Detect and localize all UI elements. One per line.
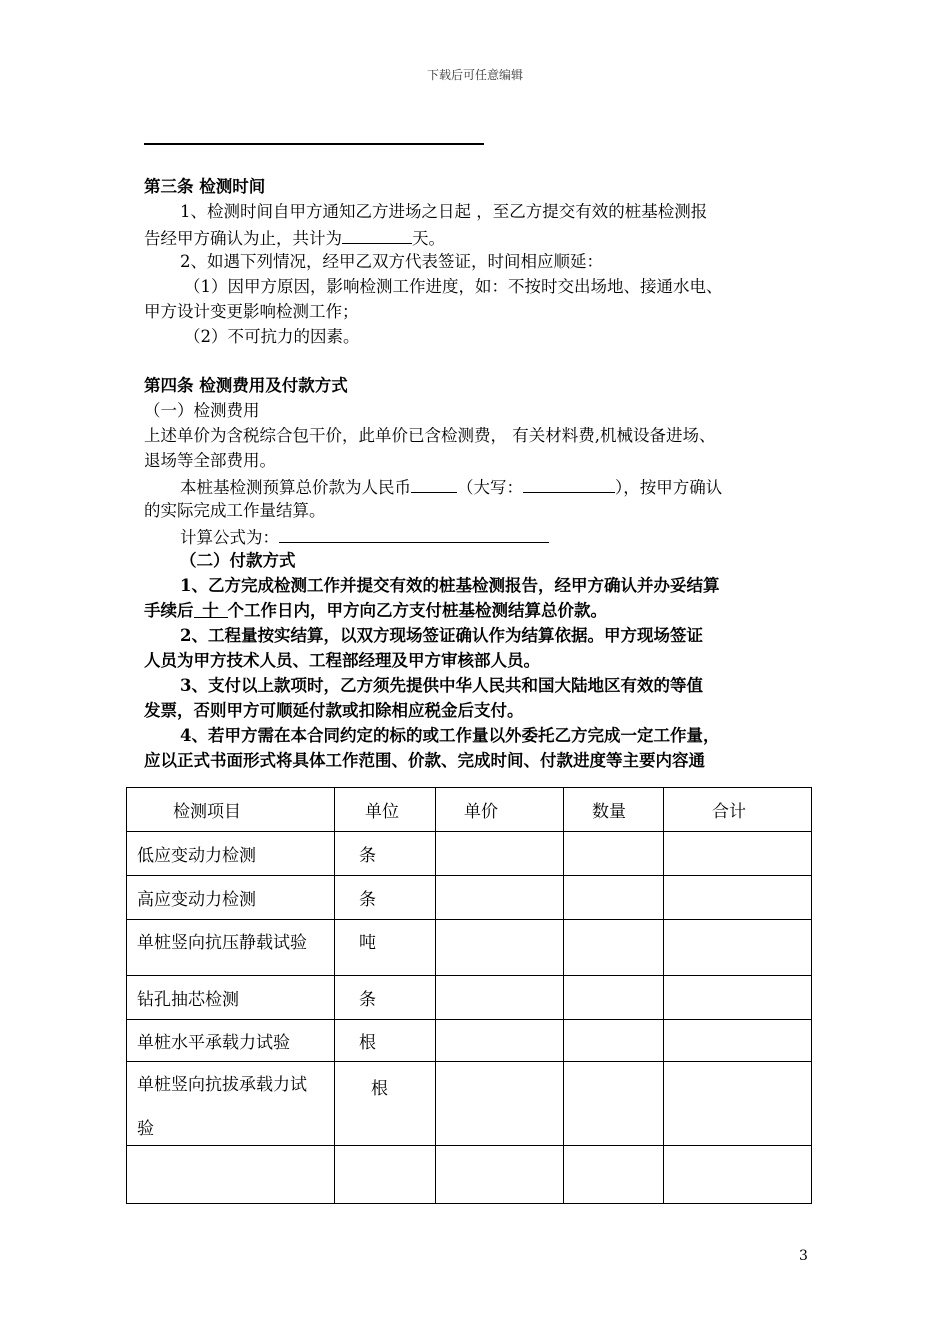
cell-qty[interactable]	[564, 876, 664, 920]
article-3-item-1: （1）因甲方原因，影响检测工作进度，如：不按时交出场地、接通水电、	[184, 277, 723, 296]
cell-qty[interactable]	[564, 920, 664, 976]
cell-price[interactable]	[436, 920, 564, 976]
amount-blank[interactable]	[411, 474, 457, 493]
section-payment-title: （二）付款方式	[180, 551, 296, 570]
cell-item: 单桩竖向抗压静载试验	[127, 920, 335, 976]
header-item: 检测项目	[127, 788, 335, 832]
test-items-table	[126, 787, 812, 1204]
cell-price[interactable]	[436, 876, 564, 920]
formula-line: 计算公式为：	[144, 524, 860, 550]
cell-price[interactable]	[436, 1020, 564, 1062]
page-header: 下载后可任意编辑	[426, 68, 523, 82]
article-3-para-1-cont: 告经甲方确认为止，共计为 天。	[144, 225, 824, 251]
cell-total[interactable]	[664, 1062, 812, 1146]
page-number: 3	[799, 1248, 808, 1264]
workdays-value: 十	[194, 599, 228, 618]
payment-clause-3-cont: 发票，否则甲方可顺延付款或扣除相应税金后支付。	[144, 701, 524, 720]
article-3-para-1: 1、检测时间自甲方通知乙方进场之日起 ，至乙方提交有效的桩基检测报	[180, 202, 708, 221]
table-row	[127, 832, 812, 876]
cell-unit: 条	[335, 876, 436, 920]
cell-unit: 根	[335, 1020, 436, 1062]
payment-clause-1-cont: 手续后 十 个工作日内，甲方向乙方支付桩基检测结算总价款。	[144, 601, 607, 620]
cell-qty[interactable]	[564, 976, 664, 1020]
cell-unit: 根	[335, 1062, 436, 1146]
payment-clause-3: 3、支付以上款项时，乙方须先提供中华人民共和国大陆地区有效的等值	[180, 676, 703, 695]
cell-item: 低应变动力检测	[127, 832, 335, 876]
cell-unit[interactable]	[335, 1146, 436, 1204]
payment-clause-4: 4、若甲方需在本合同约定的标的或工作量以外委托乙方完成一定工作量，	[180, 726, 720, 745]
article-3-para-2: 2、如遇下列情况，经甲乙双方代表签证，时间相应顺延：	[180, 252, 603, 271]
article-4-title: 第四条 检测费用及付款方式	[144, 376, 348, 395]
cell-price[interactable]	[436, 1062, 564, 1146]
table-row	[127, 920, 812, 976]
cell-qty[interactable]	[564, 1146, 664, 1204]
article-3-item-2: （2）不可抗力的因素。	[184, 327, 360, 346]
days-blank[interactable]	[342, 225, 412, 244]
table-row	[127, 1020, 812, 1062]
article-3-title: 第三条 检测时间	[144, 177, 266, 196]
payment-clause-2: 2、工程量按实结算，以双方现场签证确认作为结算依据。甲方现场签证	[180, 626, 703, 645]
header-unit: 单位	[335, 788, 436, 832]
table-row	[127, 1146, 812, 1204]
fee-total-line-cont: 的实际完成工作量结算。	[144, 501, 326, 520]
cell-total[interactable]	[664, 1146, 812, 1204]
cell-item[interactable]	[127, 1146, 335, 1204]
fee-line-1: 上述单价为含税综合包干价，此单价已含检测费， 有关材料费,机械设备进场、	[144, 426, 716, 445]
cell-total[interactable]	[664, 976, 812, 1020]
section-fee-title: （一）检测费用	[144, 401, 260, 420]
payment-clause-1: 1、乙方完成检测工作并提交有效的桩基检测报告，经甲方确认并办妥结算	[180, 576, 720, 595]
amount-words-blank[interactable]	[523, 474, 615, 493]
cell-unit: 条	[335, 976, 436, 1020]
cell-price[interactable]	[436, 1146, 564, 1204]
header-total: 合计	[664, 788, 812, 832]
cell-total[interactable]	[664, 876, 812, 920]
signature-line	[144, 143, 484, 145]
formula-blank[interactable]	[279, 524, 549, 543]
cell-item: 钻孔抽芯检测	[127, 976, 335, 1020]
header-price: 单价	[436, 788, 564, 832]
fee-line-2: 退场等全部费用。	[144, 451, 276, 470]
table-header-row	[127, 788, 812, 832]
cell-price[interactable]	[436, 832, 564, 876]
payment-clause-4-cont: 应以正式书面形式将具体工作范围、价款、完成时间、付款进度等主要内容通	[144, 751, 705, 770]
cell-total[interactable]	[664, 832, 812, 876]
cell-total[interactable]	[664, 1020, 812, 1062]
fee-total-line: 本桩基检测预算总价款为人民币 （大写： ），按甲方确认	[144, 474, 860, 500]
cell-qty[interactable]	[564, 1062, 664, 1146]
table-row	[127, 876, 812, 920]
article-3-item-1-cont: 甲方设计变更影响检测工作；	[144, 302, 359, 321]
table-row	[127, 976, 812, 1020]
cell-total[interactable]	[664, 920, 812, 976]
cell-item: 单桩竖向抗拔承载力试 验	[127, 1062, 335, 1146]
cell-price[interactable]	[436, 976, 564, 1020]
table-row	[127, 1062, 812, 1146]
cell-unit: 吨	[335, 920, 436, 976]
header-qty: 数量	[564, 788, 664, 832]
cell-item: 单桩水平承载力试验	[127, 1020, 335, 1062]
cell-item: 高应变动力检测	[127, 876, 335, 920]
payment-clause-2-cont: 人员为甲方技术人员、工程部经理及甲方审核部人员。	[144, 651, 540, 670]
cell-unit: 条	[335, 832, 436, 876]
cell-qty[interactable]	[564, 832, 664, 876]
cell-qty[interactable]	[564, 1020, 664, 1062]
